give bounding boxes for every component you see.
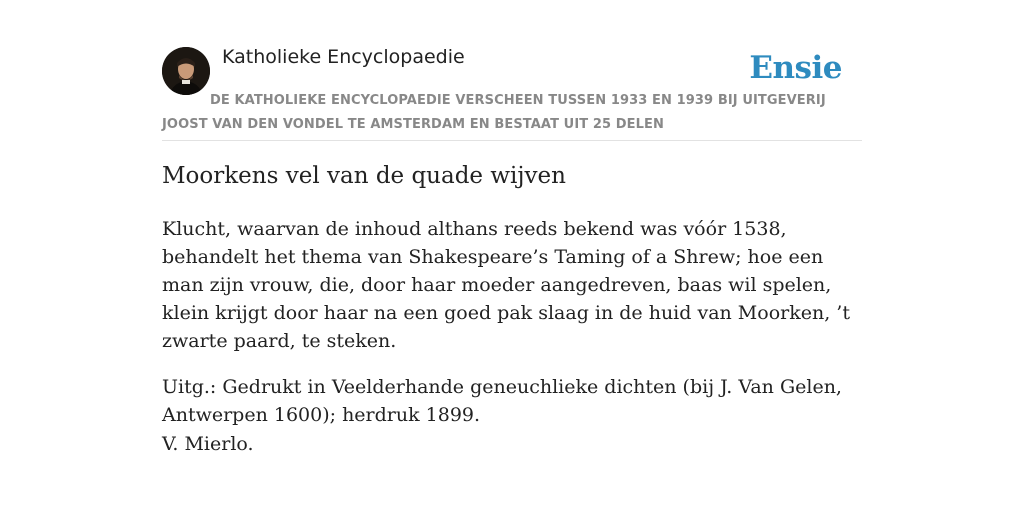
article-paragraph: Klucht, waarvan de inhoud althans reeds bekend was vóór 1538, behandelt het thema van Shakespeare’s Taming of a Shrew; hoe een man zijn vrouw, die, door haar moeder aangedreven, baas wil spelen, klein krijgt door haar na een goed pak slaag in de huid van Moorken, ’t zwarte paard, te steken. (162, 218, 850, 352)
page-container (162, 0, 862, 455)
article-title: Moorkens vel van de quade wijven (162, 163, 566, 189)
site-header (162, 0, 862, 141)
site-tagline: DE KATHOLIEKE ENCYCLOPAEDIE VERSCHEEN TUSSEN 1933 EN 1939 BIJ UITGEVERIJ JOOST VAN DEN VONDEL TE AMSTERDAM EN BESTAAT UIT 25 DELEN (162, 93, 826, 132)
article-author: V. Mierlo. (162, 433, 254, 455)
article-paragraph: Uitg.: Gedrukt in Veelderhande geneuchlieke dichten (bij J. Van Gelen, Antwerpen 1600); herdruk 1899. (162, 376, 842, 426)
avatar[interactable] (162, 47, 210, 95)
article-body (162, 215, 864, 447)
brand-logo[interactable]: Ensie (749, 50, 842, 86)
portrait-icon (162, 47, 210, 95)
site-name-link[interactable]: Katholieke Encyclopaedie (222, 46, 465, 68)
